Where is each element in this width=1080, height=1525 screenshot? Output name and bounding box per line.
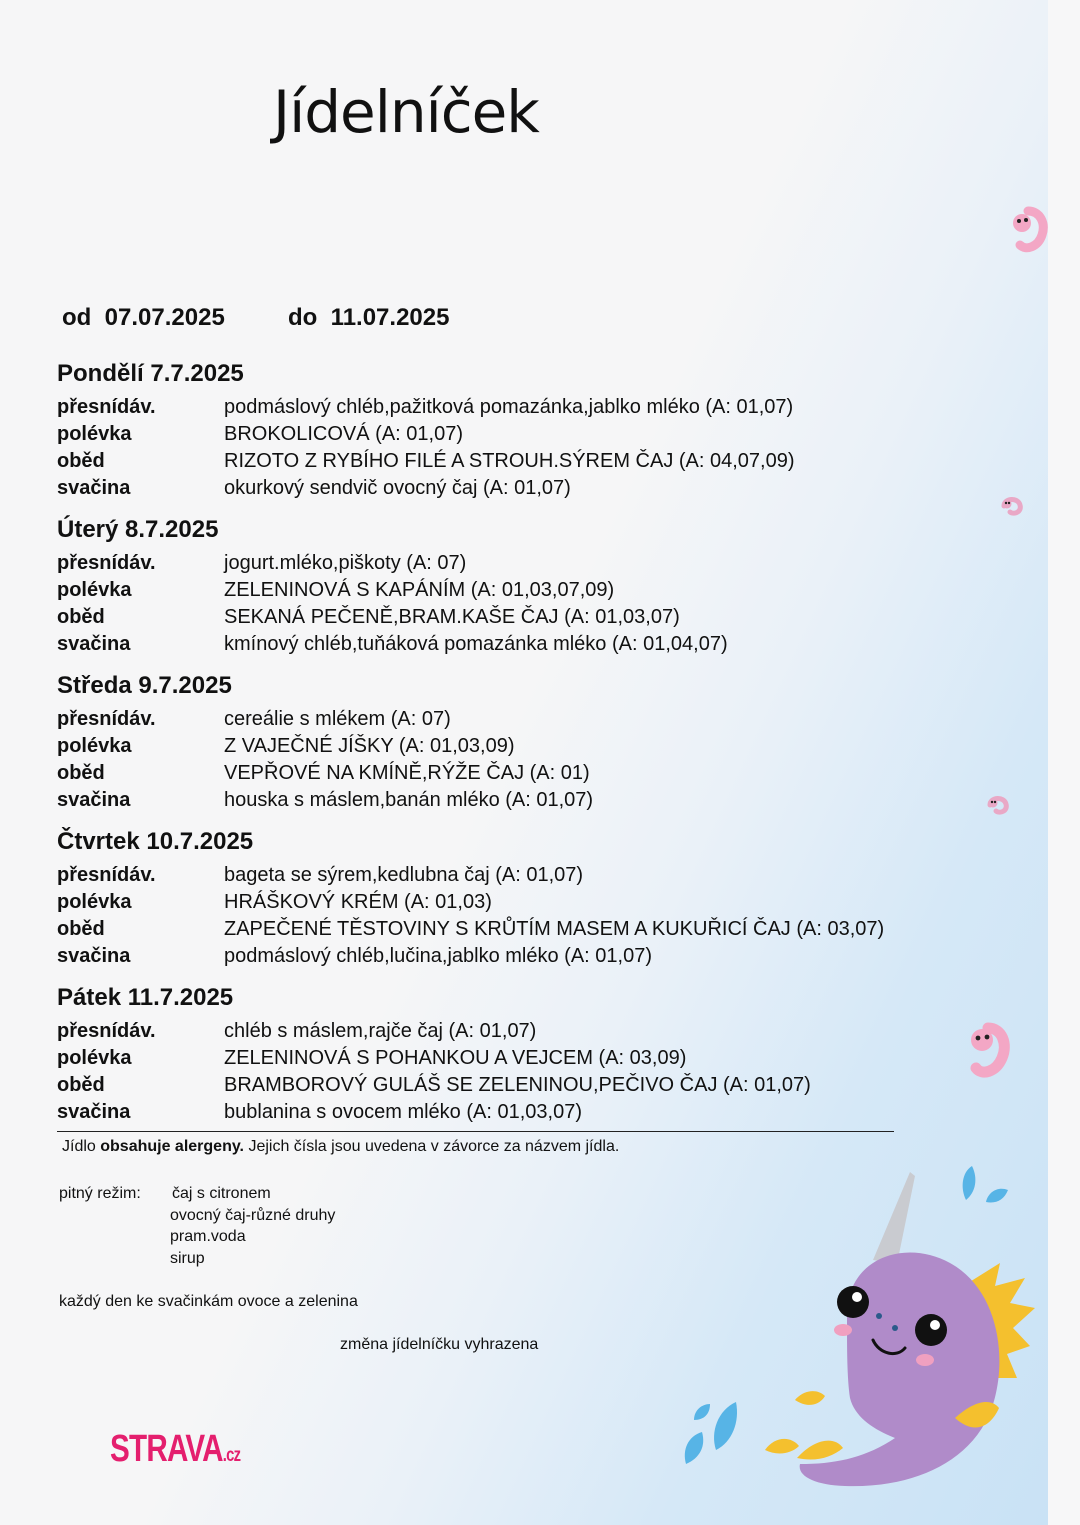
divider: [57, 1131, 894, 1132]
page-edge: [1048, 0, 1080, 1525]
meal-dish: BRAMBOROVÝ GULÁŠ SE ZELENINOU,PEČIVO ČAJ (A: 01,07): [224, 1074, 811, 1096]
meal-dish: VEPŘOVÉ NA KMÍNĚ,RÝŽE ČAJ (A: 01): [224, 762, 590, 784]
day-heading: Pátek 11.7.2025: [57, 984, 234, 1011]
allergen-note-prefix: Jídlo: [62, 1138, 101, 1155]
meal-category: oběd: [57, 450, 105, 472]
meal-dish: podmáslový chléb,pažitková pomazánka,jablko mléko (A: 01,07): [224, 396, 794, 418]
meal-dish: podmáslový chléb,lučina,jablko mléko (A: 01,07): [224, 945, 652, 967]
shrimp-decoration: [966, 1020, 1012, 1082]
meal-category: přesnídáv.: [57, 708, 156, 730]
meal-category: oběd: [57, 762, 105, 784]
meal-category: přesnídáv.: [57, 864, 156, 886]
date-to-value: 11.07.2025: [330, 304, 450, 331]
day-heading: Pondělí 7.7.2025: [57, 360, 244, 387]
shrimp-decoration: [984, 793, 1012, 817]
meal-category: svačina: [57, 789, 131, 811]
meal-dish: ZELENINOVÁ S POHANKOU A VEJCEM (A: 03,09): [224, 1047, 687, 1069]
meal-dish: okurkový sendvič ovocný čaj (A: 01,07): [224, 477, 571, 499]
drink-item: ovocný čaj-různé druhy: [170, 1207, 336, 1224]
meal-category: svačina: [57, 477, 131, 499]
meal-category: svačina: [57, 945, 131, 967]
drink-item: pram.voda: [170, 1228, 246, 1245]
meal-category: polévka: [57, 423, 132, 445]
meal-dish: RIZOTO Z RYBÍHO FILÉ A STROUH.SÝREM ČAJ (A: 04,07,09): [224, 450, 795, 472]
narwhal-illustration: [755, 1168, 1035, 1498]
meal-dish: ZAPEČENÉ TĚSTOVINY S KRŮTÍM MASEM A KUKUŘICÍ ČAJ (A: 03,07): [224, 918, 885, 940]
shrimp-decoration: [998, 494, 1026, 518]
meal-category: přesnídáv.: [57, 1020, 156, 1042]
meal-dish: bageta se sýrem,kedlubna čaj (A: 01,07): [224, 864, 584, 886]
meal-category: polévka: [57, 735, 132, 757]
date-from-label: od: [62, 304, 92, 331]
drink-item: čaj s citronem: [172, 1185, 271, 1202]
meal-dish: jogurt.mléko,piškoty (A: 07): [224, 552, 467, 574]
splash-decoration: [680, 1392, 744, 1472]
meal-category: polévka: [57, 1047, 132, 1069]
meal-category: přesnídáv.: [57, 552, 156, 574]
drink-item: sirup: [170, 1250, 205, 1267]
meal-dish: ZELENINOVÁ S KAPÁNÍM (A: 01,03,07,09): [224, 579, 615, 601]
meal-category: oběd: [57, 1074, 105, 1096]
date-from: [62, 304, 225, 332]
shrimp-decoration: [1008, 205, 1048, 255]
meal-dish: BROKOLICOVÁ (A: 01,07): [224, 423, 463, 445]
allergen-note-bold: obsahuje alergeny.: [100, 1138, 244, 1155]
allergen-note-suffix: Jejich čísla jsou uvedena v závorce za názvem jídla.: [244, 1138, 620, 1155]
allergen-note: [62, 1138, 619, 1156]
day-heading: Středa 9.7.2025: [57, 672, 232, 699]
change-note: změna jídelníčku vyhrazena: [340, 1336, 539, 1353]
drinks-label: pitný režim:: [59, 1185, 141, 1202]
meal-category: svačina: [57, 1101, 131, 1123]
meal-dish: houska s máslem,banán mléko (A: 01,07): [224, 789, 594, 811]
logo-suffix: .cz: [222, 1445, 241, 1466]
date-to: [288, 304, 449, 332]
strava-logo: [110, 1428, 240, 1471]
meal-category: polévka: [57, 891, 132, 913]
page-title: Jídelníček: [273, 78, 539, 146]
meal-category: oběd: [57, 606, 105, 628]
meal-dish: cereálie s mlékem (A: 07): [224, 708, 451, 730]
meal-category: polévka: [57, 579, 132, 601]
meal-dish: Z VAJEČNÉ JÍŠKY (A: 01,03,09): [224, 735, 515, 757]
meal-category: přesnídáv.: [57, 396, 156, 418]
meal-category: svačina: [57, 633, 131, 655]
logo-main: STRAVA: [110, 1428, 223, 1470]
day-heading: Čtvrtek 10.7.2025: [57, 828, 254, 855]
daily-note: každý den ke svačinkám ovoce a zelenina: [59, 1293, 358, 1310]
meal-dish: HRÁŠKOVÝ KRÉM (A: 01,03): [224, 891, 492, 913]
day-heading: Úterý 8.7.2025: [57, 516, 219, 543]
meal-dish: kmínový chléb,tuňáková pomazánka mléko (A: 01,04,07): [224, 633, 728, 655]
meal-dish: chléb s máslem,rajče čaj (A: 01,07): [224, 1020, 537, 1042]
meal-dish: SEKANÁ PEČENĚ,BRAM.KAŠE ČAJ (A: 01,03,07): [224, 606, 680, 628]
meal-dish: bublanina s ovocem mléko (A: 01,03,07): [224, 1101, 582, 1123]
meal-category: oběd: [57, 918, 105, 940]
date-to-label: do: [288, 304, 318, 331]
date-from-value: 07.07.2025: [104, 304, 225, 331]
